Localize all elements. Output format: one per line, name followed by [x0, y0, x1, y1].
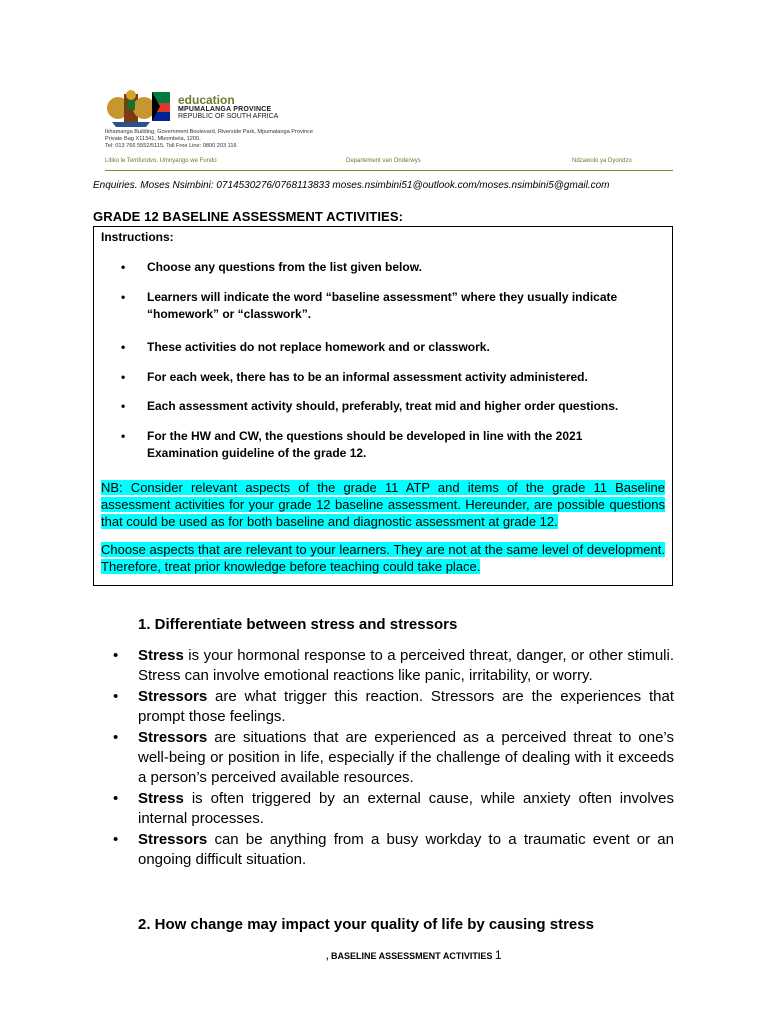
question-2-heading: 2. How change may impact your quality of life by causing stress [138, 916, 594, 933]
term: Stress [138, 790, 184, 807]
instructions-title: Instructions: [101, 230, 174, 244]
letterhead-divider [105, 170, 673, 171]
choose-note-text: Choose aspects that are relevant to your learners. They are not at the same level of development. Therefore, treat prior knowledge before teaching could take place. [101, 542, 665, 574]
province-name: MPUMALANGA PROVINCE [178, 106, 272, 113]
term: Stress [138, 647, 184, 664]
term: Stressors [138, 729, 208, 746]
bullet: • [121, 260, 126, 274]
bullet: • [113, 647, 119, 664]
page-number: 1 [494, 948, 502, 962]
coat-of-arms-logo [100, 86, 172, 128]
definition: are what trigger this reaction. Stressors are the experiences that prompt those feelings. [138, 688, 674, 725]
instruction-text: Learners will indicate the word “baseline assessment” where they usually indicate “homework” or “classwork”. [147, 290, 618, 321]
address-line: Private Bag X11341, Mbombela, 1200. [105, 136, 201, 143]
bullet: • [121, 370, 126, 384]
instruction-text: Choose any questions from the list given below. [147, 260, 422, 274]
letterhead [100, 86, 676, 176]
tagline-afrikaans: Departement van Onderwys [346, 158, 421, 164]
instruction-text: Each assessment activity should, preferably, treat mid and higher order questions. [147, 399, 619, 413]
answer-bullet [113, 687, 674, 727]
term: Stressors [138, 688, 208, 705]
address-line: Tel: 013 766 5552/5115, Toll Free Line: 0800 203 116 [105, 143, 237, 150]
document-title: GRADE 12 BASELINE ASSESSMENT ACTIVITIES: [93, 209, 404, 224]
nb-note [101, 479, 665, 530]
instruction-text: For each week, there has to be an informal assessment activity administered. [147, 370, 588, 384]
bullet: • [121, 340, 126, 354]
definition: are situations that are experienced as a perceived threat to one’s well-being or position in life, especially if the challenge of dealing with it exceeds a person’s perceived available resources. [138, 729, 674, 786]
address-line: Ikhamanga Building, Government Boulevard, Riverside Park, Mpumalanga Province [105, 129, 314, 135]
instruction-text: For the HW and CW, the questions should be developed in line with the 2021 Examination guideline of the grade 12. [147, 429, 583, 460]
enquiries-line: Enquiries. Moses Nsimbini: 0714530276/0768113833 moses.nsimbini51@outlook.com/moses.nsimbini5@gmail.com [93, 180, 610, 191]
definition: can be anything from a busy workday to a traumatic event or an ongoing difficult situation. [138, 831, 674, 868]
bullet: • [121, 399, 126, 413]
instruction-text: These activities do not replace homework and or classwork. [147, 340, 490, 354]
question-1-heading: 1. Differentiate between stress and stressors [138, 616, 458, 633]
question-1-answers [113, 646, 674, 871]
answer-bullet [113, 830, 674, 870]
brand-word: education [178, 93, 235, 107]
bullet: • [113, 688, 119, 705]
tagline-siswati: Litiko le Temfundvo, Umnyango we Fundo [105, 158, 217, 164]
answer-bullet [113, 728, 674, 788]
instructions-box [93, 226, 673, 586]
bullet: • [113, 729, 119, 746]
bullet: • [113, 831, 119, 848]
page-footer [326, 948, 502, 962]
tagline-xitsonga: Ndzawulo ya Dyondzo [572, 158, 632, 164]
brand-block [178, 94, 278, 120]
term: Stressors [138, 831, 208, 848]
definition: is often triggered by an external cause, while anxiety often involves internal processes. [138, 790, 674, 827]
bullet: • [113, 790, 119, 807]
country-name: REPUBLIC OF SOUTH AFRICA [178, 113, 279, 120]
nb-note-text: NB: Consider relevant aspects of the grade 11 ATP and items of the grade 11 Baseline assessment activities for your grade 12 baseline assessment. Hereunder, are possible questions that could be used as for both baseline and diagnostic assessment at grade 12. [101, 480, 665, 529]
bullet: • [121, 290, 126, 304]
bullet: • [121, 429, 126, 443]
choose-note [101, 541, 665, 575]
answer-bullet [113, 789, 674, 829]
definition: is your hormonal response to a perceived threat, danger, or other stimuli. Stress can involve emotional reactions like panic, irritability, or worry. [138, 647, 674, 684]
footer-text: , BASELINE ASSESSMENT ACTIVITIES [326, 951, 493, 961]
address-block [105, 129, 313, 151]
answer-bullet [113, 646, 674, 686]
